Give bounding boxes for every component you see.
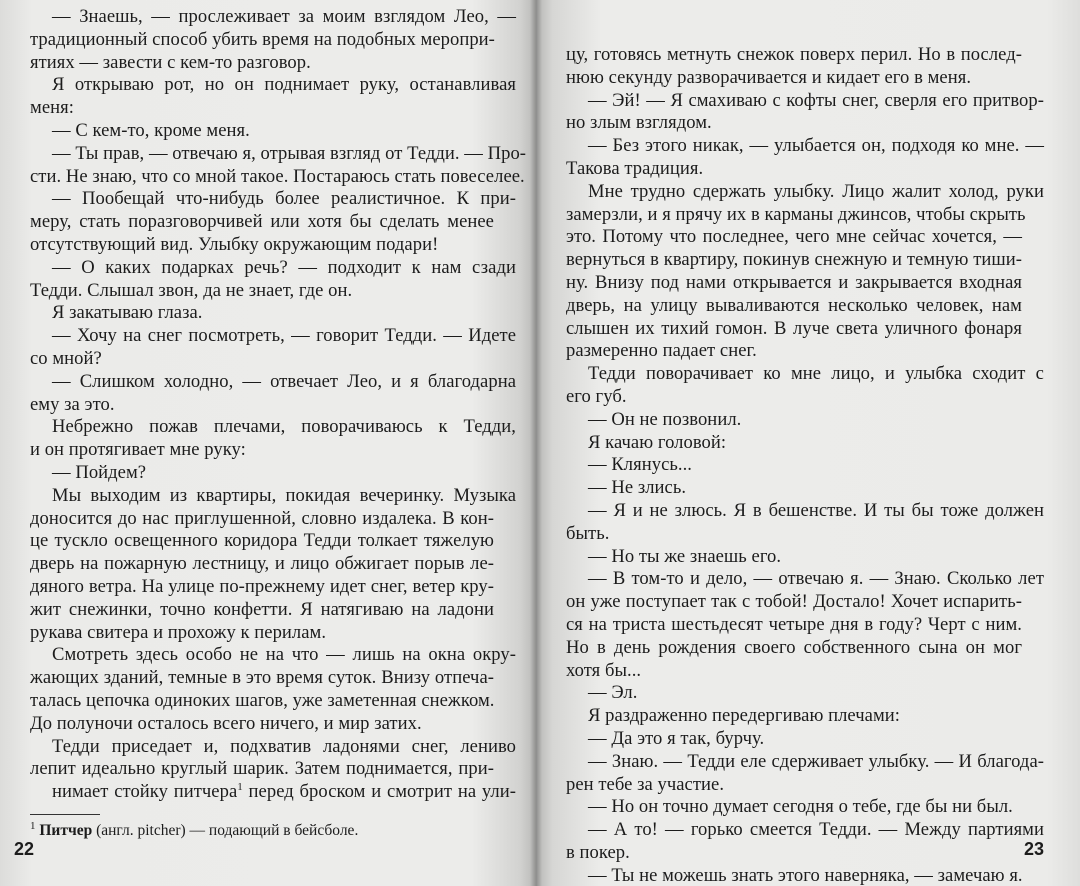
book-gutter [530, 0, 542, 886]
text-line: доносится до нас приглушенной, словно издалека. В кон- [30, 507, 494, 529]
text-line: — Пойдем? [52, 461, 147, 483]
left-page-text [30, 6, 527, 781]
footnote-term: Питчер [39, 821, 93, 839]
text-line: — Без этого никак, — улыбается он, подходя ко мне. — [588, 135, 1044, 157]
text-line: рукава свитера и прохожу к перилам. [30, 621, 327, 643]
text-line: меру, стать поразговорчивей или хотя бы сделать менее [30, 211, 494, 233]
text-line: традиционный способ убить время на подобных меропри- [30, 28, 495, 50]
text-line: — Хочу на снег посмотреть, — говорит Тедди. — Идете [52, 325, 516, 347]
text-fragment: перед броском и смотрит на ули- [242, 781, 516, 803]
text-line: нюю секунду разворачивается и кидает его в меня. [566, 66, 972, 88]
text-line: ему за это. [30, 393, 115, 415]
text-line: — Ты не можешь знать этого наверняка, — замечаю я. [588, 864, 1023, 886]
text-line: со мной? [30, 347, 102, 369]
text-line: — Но ты же знаешь его. [588, 545, 782, 567]
text-line: в покер. [566, 841, 630, 863]
text-line: размеренно падает снег. [566, 340, 757, 362]
text-line: и он протягивает мне руку: [30, 439, 246, 461]
text-line: — Знаешь, — прослеживает за моим взглядом Лео, — [52, 6, 516, 27]
text-line: ятиях — завести с кем-то разговор. [30, 51, 311, 73]
text-line: жающих зданий, темные в это время суток. Внизу отпеча- [30, 667, 494, 689]
text-line: Я открываю рот, но он поднимает руку, останавливая [52, 74, 516, 96]
page-number-left: 22 [14, 839, 35, 859]
text-line: ся на триста шестьдесят четыре дня в году? Черт с ним. [566, 613, 1022, 635]
text-line: — Ты прав, — отвечаю я, отрывая взгляд от Тедди. — Про- [52, 142, 527, 164]
right-page [536, 0, 1080, 886]
text-line: слышен их тихий гомон. В луче света уличного фонаря [566, 317, 1022, 339]
text-line: Небрежно пожав плечами, поворачиваюсь к Тедди, [52, 416, 516, 438]
text-fragment: нимает стойку питчера [52, 781, 238, 803]
text-line: — Да это я так, бурчу. [588, 727, 765, 749]
text-line: — Я и не злюсь. Я в бешенстве. И ты бы тоже должен [588, 499, 1044, 521]
text-line: — Эл. [588, 682, 638, 704]
text-line: Тедди. Слышал звон, да не знает, где он. [30, 279, 353, 301]
text-line: его губ. [566, 385, 627, 407]
footnote-ref: 1 [237, 780, 243, 793]
text-line: Мы выходим из квартиры, покидая вечеринку. Музыка [52, 484, 516, 506]
text-line: дверь на пожарную лестницу, и лицо обжигает порыв ле- [30, 553, 494, 575]
text-line: лепит идеально круглый шарик. Затем поднимается, при- [30, 758, 494, 780]
text-line: быть. [566, 522, 610, 544]
text-line: Я закатываю глаза. [52, 302, 203, 324]
footnote-mark: 1 [30, 819, 36, 832]
text-line: он уже поступает так с тобой! Достало! Хочет испарить- [566, 591, 1022, 613]
text-line: сти. Не знаю, что со мной такое. Постараюсь стать повеселее. [30, 165, 525, 187]
text-line: вернуться в квартиру, покинув снежную и темную тиши- [566, 249, 1022, 271]
left-page [0, 0, 536, 886]
text-line: — Знаю. — Тедди еле сдерживает улыбку. — И благода- [588, 750, 1044, 772]
page-number-right: 23 [1023, 839, 1044, 859]
text-line: Тедди поворачивает ко мне лицо, и улыбка сходит с [588, 363, 1044, 385]
text-line: — Но он точно думает сегодня о тебе, где бы ни был. [588, 796, 1013, 818]
text-line: це тускло освещенного коридора Тедди толкает тяжелую [30, 530, 494, 552]
text-line: — Слишком холодно, — отвечает Лео, и я благодарна [52, 370, 516, 392]
text-line: — О каких подарках речь? — подходит к нам сзади [52, 256, 516, 278]
text-line: отсутствующий вид. Улыбку окружающим подари! [30, 233, 439, 255]
text-line: Я качаю головой: [588, 431, 727, 453]
text-line: талась цепочка одиноких шагов, уже заметенная снежком. [30, 689, 495, 711]
text-line: ну. Внизу под нами открывается и закрывается входная [566, 271, 1022, 293]
text-line: замерзли, и я прячу их в карманы джинсов, чтобы скрыть [566, 203, 1026, 225]
text-line: — А то! — горько смеется Тедди. — Между партиями [588, 819, 1044, 841]
text-line: жит снежинки, точно конфетти. Я натягиваю на ладони [30, 598, 494, 620]
footnote [30, 821, 522, 841]
text-line: — Не злись. [588, 477, 687, 499]
text-line: Я раздраженно передергиваю плечами: [588, 705, 900, 727]
text-line: цу, готовясь метнуть снежок поверх перил. Но в послед- [566, 44, 1022, 65]
text-line: Тедди приседает и, подхватив ладонями снег, лениво [52, 735, 516, 757]
text-line: — Клянусь... [588, 454, 693, 476]
footnote-rule [30, 814, 100, 815]
right-page-text [566, 44, 1052, 886]
text-line: — Он не позвонил. [588, 408, 742, 430]
text-line: но злым взглядом. [566, 112, 712, 134]
text-line: Но в день рождения своего собственного сына он мог [566, 636, 1022, 658]
text-line [30, 781, 516, 804]
text-line: — Пообещай что-нибудь более реалистичное. К при- [52, 188, 516, 210]
text-line: дяного ветра. На улице по-прежнему идет снег, ветер кру- [30, 575, 494, 597]
text-line: хотя бы... [566, 659, 642, 681]
text-line: Такова традиция. [566, 157, 704, 179]
text-line: — Эй! — Я смахиваю с кофты снег, сверля его притвор- [588, 89, 1044, 111]
text-line: меня: [30, 97, 74, 119]
text-line: — В том-то и дело, — отвечаю я. — Знаю. Сколько лет [588, 568, 1044, 590]
footnote-text: (англ. pitcher) — подающий в бейсболе. [92, 821, 359, 839]
text-line: Мне трудно сдержать улыбку. Лицо жалит холод, руки [588, 180, 1044, 202]
text-line: дверь, на улицу вываливаются несколько человек, нам [566, 294, 1022, 316]
text-line: это. Потому что последнее, чего мне сейчас хочется, — [566, 226, 1022, 248]
text-line: До полуночи осталось всего ничего, и мир затих. [30, 712, 422, 734]
text-line: — С кем-то, кроме меня. [52, 119, 250, 141]
text-line: Смотреть здесь особо не на что — лишь на окна окру- [52, 644, 516, 666]
text-line: рен тебе за участие. [566, 773, 725, 795]
